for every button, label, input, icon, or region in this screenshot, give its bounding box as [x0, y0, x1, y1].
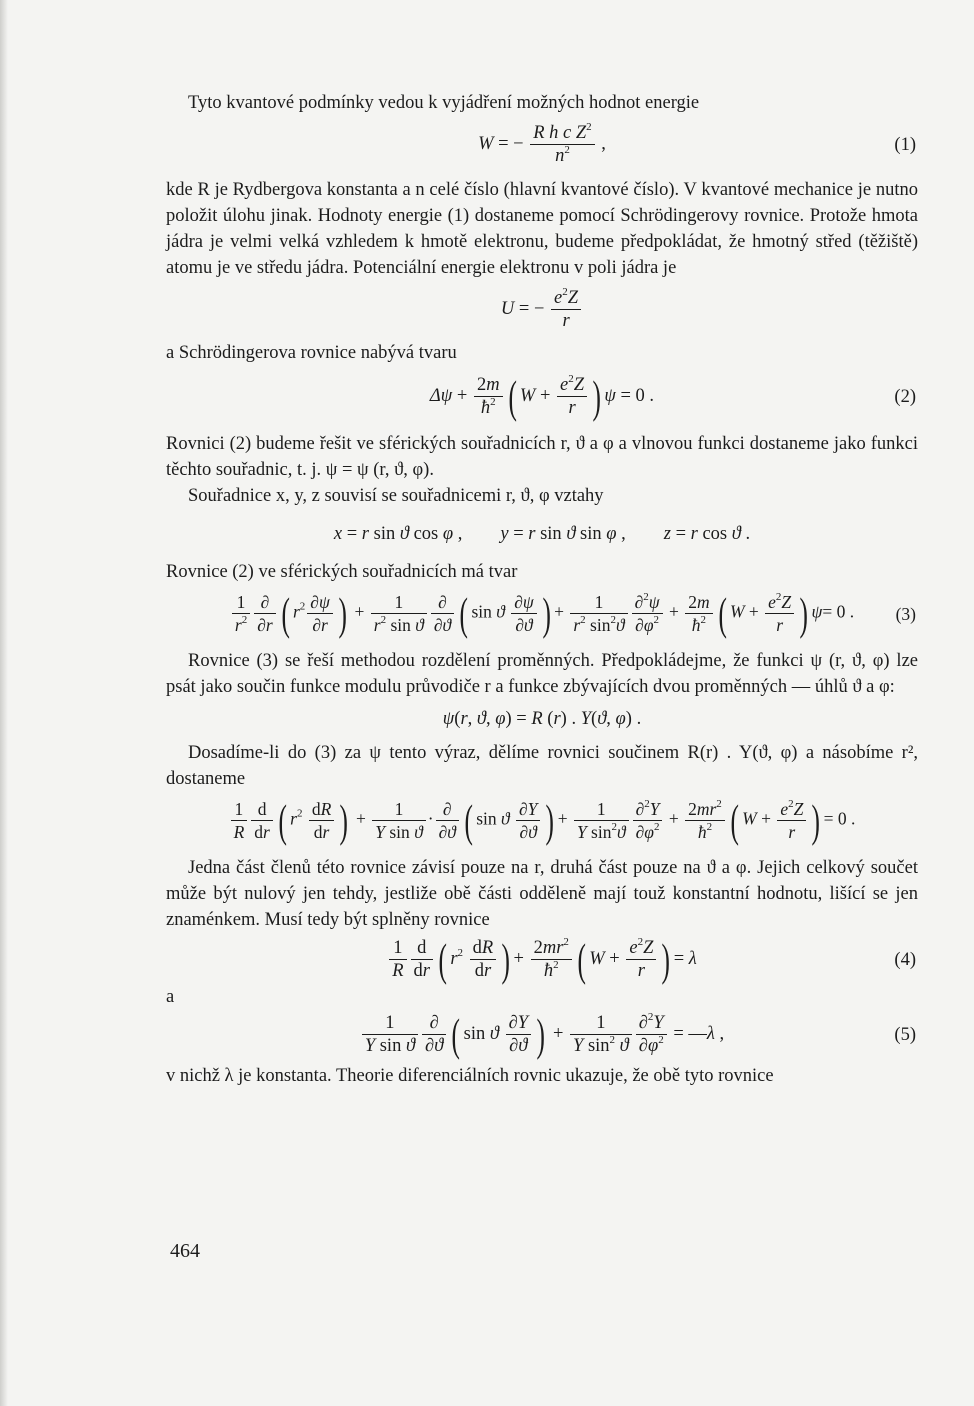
paragraph-8: Dosadíme-li do (3) za ψ tento výraz, dělíme rovnici součinem R(r) . Y(ϑ, φ) a násobíme r², dostaneme	[166, 743, 918, 789]
equation-potential: U = − $\frac{e^2Z}{r}$	[166, 287, 918, 332]
paragraph-2: kde R je Rydbergova konstanta a n celé číslo (hlavní kvantové číslo). V kvantové mechanice je nutno položit úlohu jinak. Hodnoty energie (1) dostaneme pomocí Schrödingerovy rovnice. Protože hmota jádra je velmi velká vzhledem k hmotě elektronu, budeme předpokládat, že hmotný střed (těžiště) atomu je ve středu jádra. Potenciální energie elektronu v poli jádra je	[166, 180, 918, 278]
equation-2: Δψ + $\frac{2m}{ħ^2}$ ( W + $\frac{e^2Z}{r}$ ) ψ = 0 . (2)	[429, 370, 916, 422]
equation-separation: ψ(r, ϑ, φ) = R (r) . Y(ϑ, φ) .	[442, 709, 642, 729]
paragraph-7: Rovnice (3) se řeší methodou rozdělení proměnných. Předpokládejme, že funkci ψ (r, ϑ, φ) lze psát jako součin funkce modulu průvodiče r a funkce zbývajících dvou proměnných — úhlů ϑ a φ:	[166, 651, 918, 697]
equation-number: (5)	[894, 1024, 916, 1045]
paragraph-6: Rovnice (2) ve sférických souřadnicích má tvar	[166, 562, 518, 582]
paragraph-9: Jedna část členů této rovnice závisí pouze na r, druhá část pouze na ϑ a φ. Jejich celkový součet může být nulový jen tehdy, jestliže obě části odděleně mají touž konstantní hodnotu, lišící se jen znaménkem. Musí tedy být splněny rovnice	[166, 858, 918, 930]
equation-1: W = − $\frac{R h c Z^2}{n^2}$ , (1)	[478, 121, 916, 166]
paragraph-11: v nichž λ je konstanta. Theorie diferenciálních rovnic ukazuje, že obě tyto rovnice	[166, 1066, 774, 1086]
equation-number: (2)	[894, 386, 916, 407]
paragraph-10: a	[166, 987, 175, 1007]
page-number: 464	[170, 1240, 200, 1262]
book-page	[166, 86, 918, 1089]
equation-coordinates: x = r sin ϑ cos φ , y = r sin ϑ sin φ , z = r cos ϑ .	[333, 524, 751, 544]
equation-3: $\frac{1}{r^2}$ $\frac{\partial}{\partial r}$ ( $r^2$ $\frac{\partial\psi}{\partial r}$ ) + $\frac{1}{r^2 \sin ϑ}$ $\frac{\partial}{\partial ϑ}$ ( sin ϑ $\frac{\partial\psi}{\partial ϑ}$ ) + $\frac{1}{r^2 \sin^2ϑ}$ $\frac{\partial^2\psi}{\partial\varphi^2}$ + $\frac{2m}{ħ^2}$ ( W + $\frac{e^2Z}{r}$ ) ψ= 0 . (3)	[166, 591, 918, 636]
paragraph-5: Souřadnice x, y, z souvisí se souřadnicemi r, ϑ, φ vztahy	[188, 486, 604, 506]
equation-number: (3)	[895, 603, 916, 624]
page-edge-shadow	[0, 0, 8, 1406]
paragraph-3: a Schrödingerova rovnice nabývá tvaru	[166, 343, 457, 363]
equation-number: (1)	[894, 134, 916, 155]
equation-number: (4)	[894, 949, 916, 970]
equation-4: $\frac{1}{R}$ $\frac{d}{dr}$ ( $r^2$ $\frac{dR}{dr}$ ) + $\frac{2mr^2}{ħ^2}$ ( W + $\frac{e^2Z}{r}$ ) = λ (4)	[166, 937, 918, 982]
paragraph-4: Rovnici (2) budeme řešit ve sférických souřadnicích r, ϑ a φ a vlnovou funkci dostaneme jako funkci těchto souřadnic, t. j. ψ = ψ (r, ϑ, φ).	[166, 434, 918, 480]
equation-separated: $\frac{1}{R}$ $\frac{d}{dr}$ ( $r^2$ $\frac{dR}{dr}$ ) + $\frac{1}{\text{Y sin ϑ}}$ · $\frac{\partial}{\partial ϑ}$ ( sin ϑ $\frac{\partial Y}{\partial ϑ}$ ) + $\frac{1}{Y \sin^2ϑ}$ $\frac{\partial^2Y}{\partial\varphi^2}$ + $\frac{2mr^2}{ħ^2}$ ( W + $\frac{e^2Z}{r}$ ) = 0 .	[166, 798, 918, 843]
paragraph-1: Tyto kvantové podmínky vedou k vyjádření možných hodnot energie	[188, 93, 700, 113]
equation-5: $\frac{1}{\text{Y sin ϑ}}$ $\frac{\partial}{\partial ϑ}$ ( sin ϑ $\frac{\partial Y}{\partial ϑ}$ ) + $\frac{1}{Y \sin^2 ϑ}$ $\frac{\partial^2Y}{\partial\varphi^2}$ = —λ , (5)	[166, 1012, 918, 1057]
